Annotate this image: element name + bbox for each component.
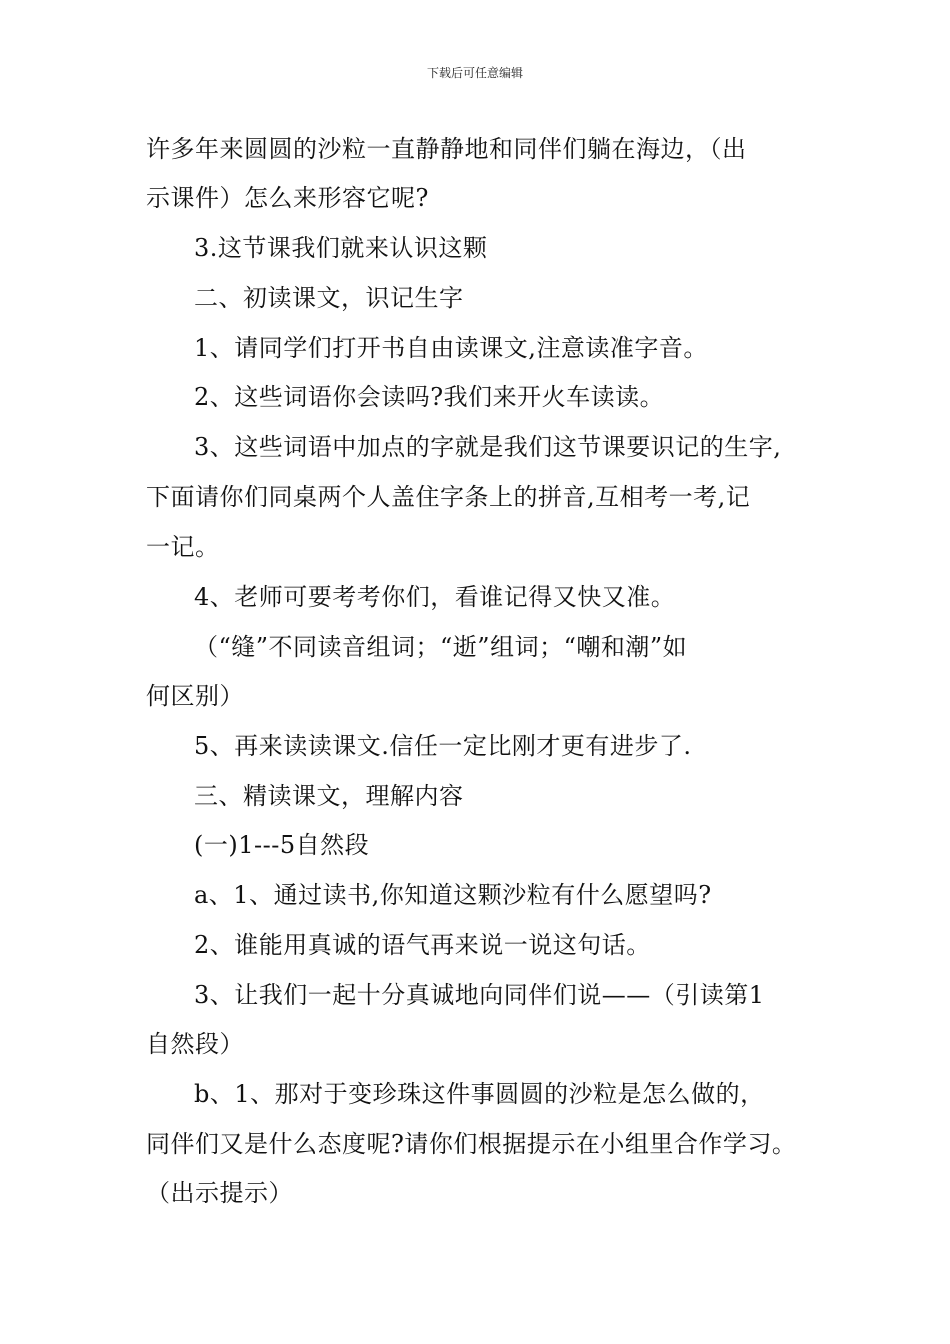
text-line: 3.这节课我们就来认识这颗: [194, 234, 488, 262]
text-line: 3、让我们一起十分真诚地向同伴们说——（引读第1: [194, 981, 765, 1009]
text-line: 许多年来圆圆的沙粒一直静静地和同伴们躺在海边，（出: [146, 135, 747, 163]
text-line: 4、老师可要考考你们，看谁记得又快又准。: [194, 583, 676, 611]
text-line: （出示提示）: [146, 1179, 293, 1207]
text-line: 下面请你们同桌两个人盖住字条上的拼音,互相考一考,记: [146, 483, 751, 511]
section-heading: 三、精读课文，理解内容: [194, 782, 464, 810]
sub-heading: (一)1---5自然段: [194, 831, 370, 859]
section-heading: 二、初读课文，识记生字: [194, 284, 464, 312]
text-line: 3、这些词语中加点的字就是我们这节课要识记的生字,: [194, 433, 782, 461]
text-line: 1、请同学们打开书自由读课文,注意读准字音。: [194, 334, 708, 362]
page-header: 下载后可任意编辑: [426, 66, 523, 80]
text-line: 一记。: [146, 533, 220, 561]
text-line: b、1、那对于变珍珠这件事圆圆的沙粒是怎么做的，: [194, 1080, 765, 1108]
text-line: （“缝”不同读音组词；“逝”组词；“嘲和潮”如: [194, 633, 688, 661]
text-line: 何区别）: [146, 682, 244, 710]
text-line: 自然段）: [146, 1030, 244, 1058]
text-line: 示课件）怎么来形容它呢?: [146, 184, 429, 212]
text-line: 2、这些词语你会读吗?我们来开火车读读。: [194, 383, 665, 411]
text-line: 同伴们又是什么态度呢?请你们根据提示在小组里合作学习。: [146, 1130, 797, 1158]
text-line: 2、谁能用真诚的语气再来说一说这句话。: [194, 931, 651, 959]
text-line: 5、再来读读课文.信任一定比刚才更有进步了.: [194, 732, 692, 760]
text-line: a、1、通过读书,你知道这颗沙粒有什么愿望吗?: [194, 881, 712, 909]
